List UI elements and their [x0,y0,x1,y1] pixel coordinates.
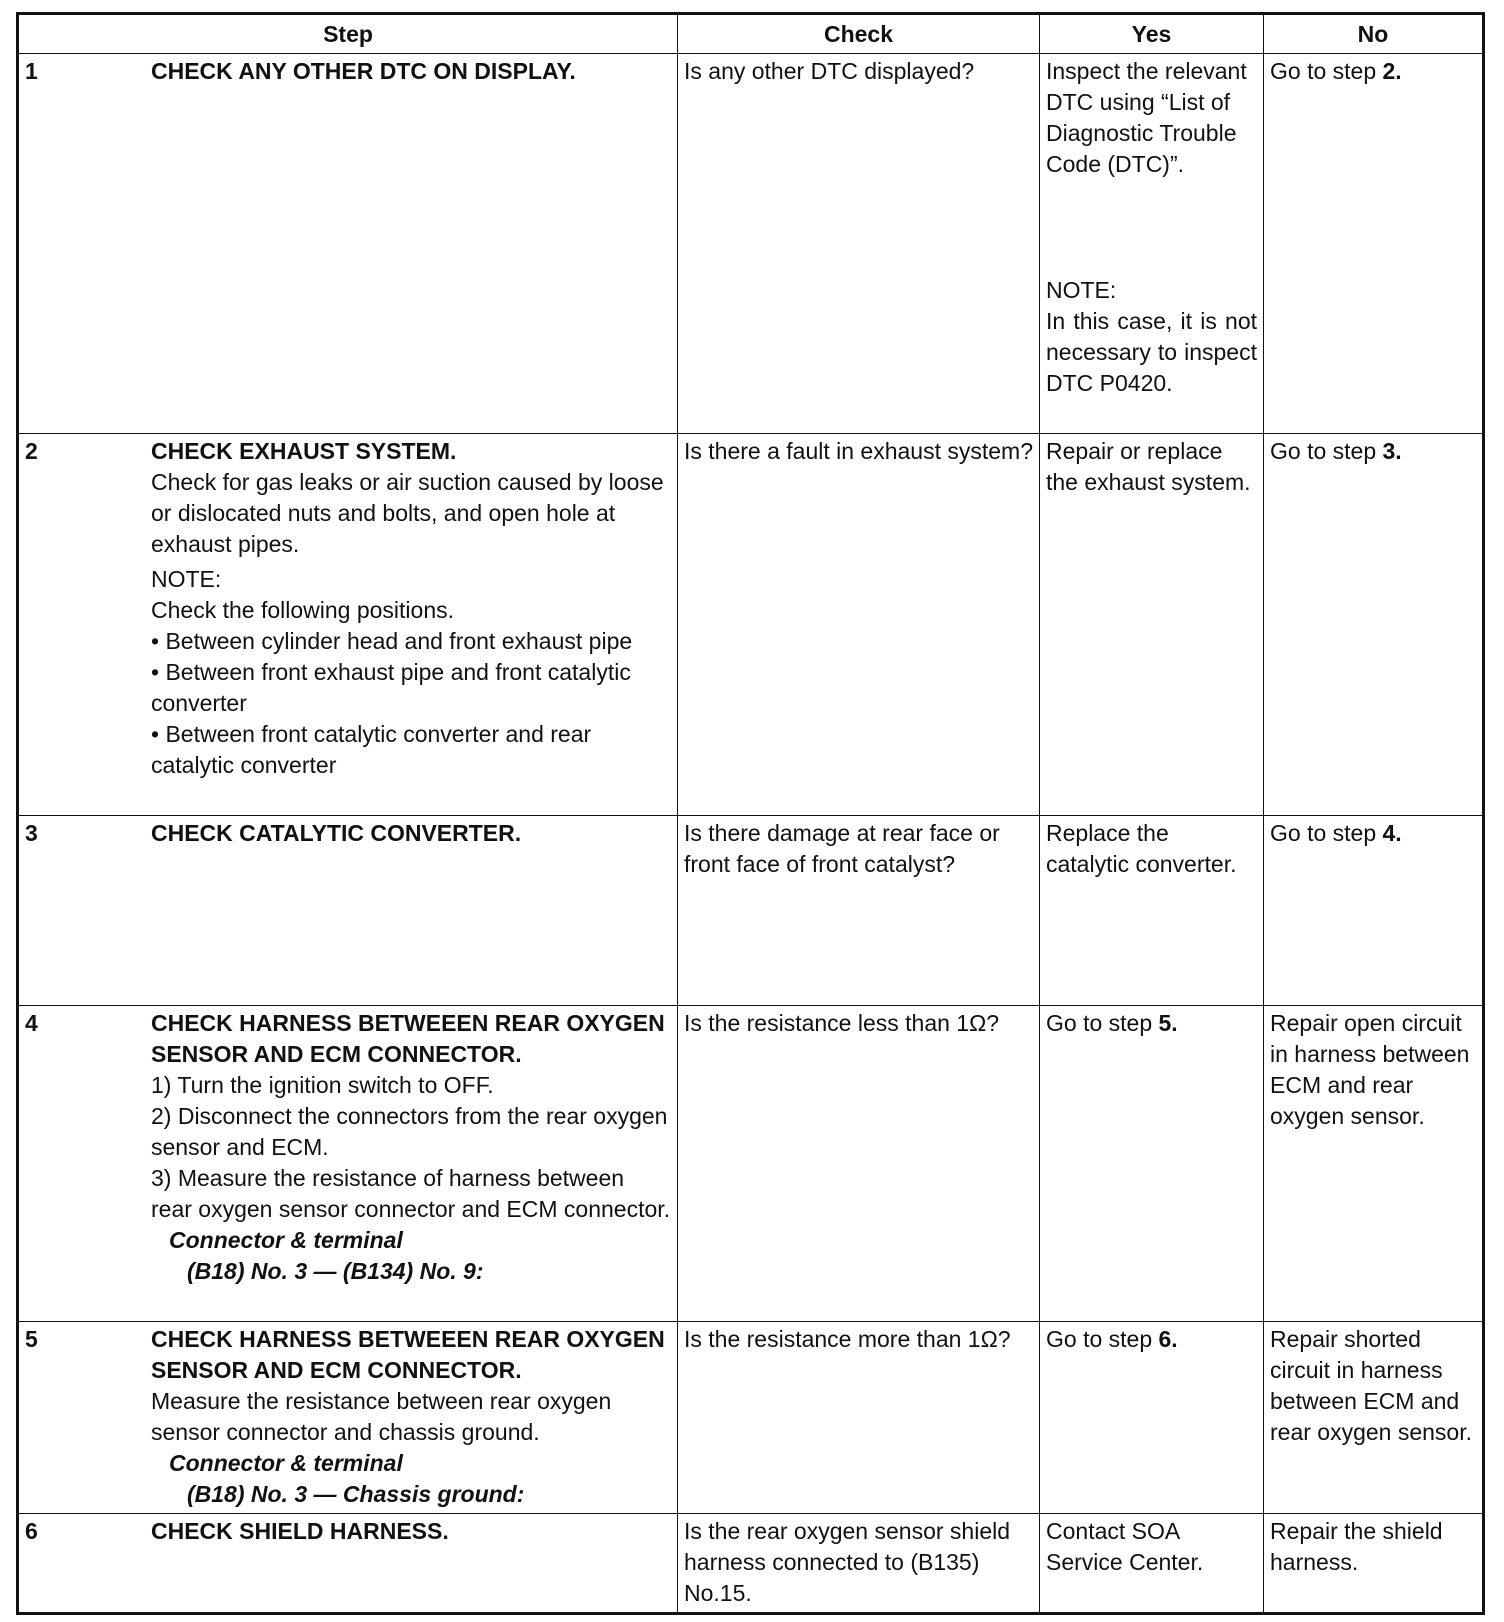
connector-label: Connector & terminal [169,1227,403,1253]
no-step-ref: 2. [1382,58,1402,84]
yes-note-text: In this case, it is not necessary to inspect DTC P0420. [1046,308,1257,396]
table-row [18,1322,1484,1514]
check-cell: Is the resistance more than 1Ω? [678,1322,1040,1514]
step-number: 4 [25,1010,38,1036]
step-title: CHECK HARNESS BETWEEEN REAR OXYGEN SENSOR AND ECM CONNECTOR. [151,1010,665,1067]
procedure-step: 2) Disconnect the connectors from the rear oxygen sensor and ECM. [151,1103,668,1160]
step-cell [18,54,678,434]
header-yes: Yes [1040,14,1264,54]
yes-cell: Repair or replace the exhaust system. [1040,434,1264,816]
diagnostic-table [16,12,1485,1615]
connector-terminal: (B18) No. 3 — (B134) No. 9: [187,1258,484,1284]
step-cell [18,1514,678,1614]
step-cell [18,434,678,816]
header-row [18,14,1484,54]
connector-terminal: (B18) No. 3 — Chassis ground: [187,1481,525,1507]
no-text: Go to step [1270,820,1377,846]
step-number: 5 [25,1326,38,1352]
no-cell: Repair the shield harness. [1264,1514,1484,1614]
no-cell [1264,434,1484,816]
yes-step-ref: 6. [1158,1326,1178,1352]
step-title: CHECK ANY OTHER DTC ON DISPLAY. [151,58,576,84]
yes-cell [1040,1006,1264,1322]
bullet-item: • Between front catalytic converter and rear catalytic converter [151,721,592,778]
procedure-step: 1) Turn the ignition switch to OFF. [151,1072,494,1098]
yes-cell: Replace the catalytic converter. [1040,816,1264,1006]
table-row [18,434,1484,816]
check-cell: Is the resistance less than 1Ω? [678,1006,1040,1322]
no-text: Go to step [1270,438,1377,464]
table-row [18,1006,1484,1322]
check-cell: Is there damage at rear face or front face of front catalyst? [678,816,1040,1006]
step-number: 2 [25,438,38,464]
step-cell [18,1006,678,1322]
step-cell [18,1322,678,1514]
check-cell: Is there a fault in exhaust system? [678,434,1040,816]
no-cell: Repair open circuit in harness between ECM and rear oxygen sensor. [1264,1006,1484,1322]
step-cell [18,816,678,1006]
document-page [16,12,1482,1615]
yes-note-label: NOTE: [1046,277,1117,303]
step-title: CHECK CATALYTIC CONVERTER. [151,820,522,846]
no-text: Go to step [1270,58,1377,84]
note-intro: Check the following positions. [151,597,454,623]
bullet-item: • Between front exhaust pipe and front catalytic converter [151,659,631,716]
check-cell: Is the rear oxygen sensor shield harness connected to (B135) No.15. [678,1514,1040,1614]
table-row [18,816,1484,1006]
step-body: Check for gas leaks or air suction caused by loose or dislocated nuts and bolts, and open hole at exhaust pipes. [151,469,664,557]
yes-text: Go to step [1046,1010,1153,1036]
step-title: CHECK EXHAUST SYSTEM. [151,438,457,464]
procedure-step: 3) Measure the resistance of harness between rear oxygen sensor connector and ECM connector. [151,1165,671,1222]
bullet-item: • Between cylinder head and front exhaust pipe [151,628,633,654]
yes-cell [1040,1322,1264,1514]
no-step-ref: 3. [1382,438,1402,464]
header-step: Step [18,14,678,54]
step-body: Measure the resistance between rear oxygen sensor connector and chassis ground. [151,1388,612,1445]
yes-step-ref: 5. [1158,1010,1178,1036]
header-no: No [1264,14,1484,54]
step-number: 1 [25,58,38,84]
step-number: 3 [25,820,38,846]
yes-cell [1040,54,1264,434]
no-cell [1264,816,1484,1006]
yes-text: Inspect the relevant DTC using “List of Diagnostic Trouble Code (DTC)”. [1046,58,1247,177]
note-label: NOTE: [151,566,222,592]
no-step-ref: 4. [1382,820,1402,846]
no-cell: Repair shorted circuit in harness between ECM and rear oxygen sensor. [1264,1322,1484,1514]
step-number: 6 [25,1518,38,1544]
table-row [18,54,1484,434]
step-title: CHECK SHIELD HARNESS. [151,1518,449,1544]
header-check: Check [678,14,1040,54]
connector-label: Connector & terminal [169,1450,403,1476]
yes-text: Go to step [1046,1326,1153,1352]
yes-cell: Contact SOA Service Center. [1040,1514,1264,1614]
no-cell [1264,54,1484,434]
step-title: CHECK HARNESS BETWEEEN REAR OXYGEN SENSOR AND ECM CONNECTOR. [151,1326,665,1383]
table-row [18,1514,1484,1614]
check-cell: Is any other DTC displayed? [678,54,1040,434]
